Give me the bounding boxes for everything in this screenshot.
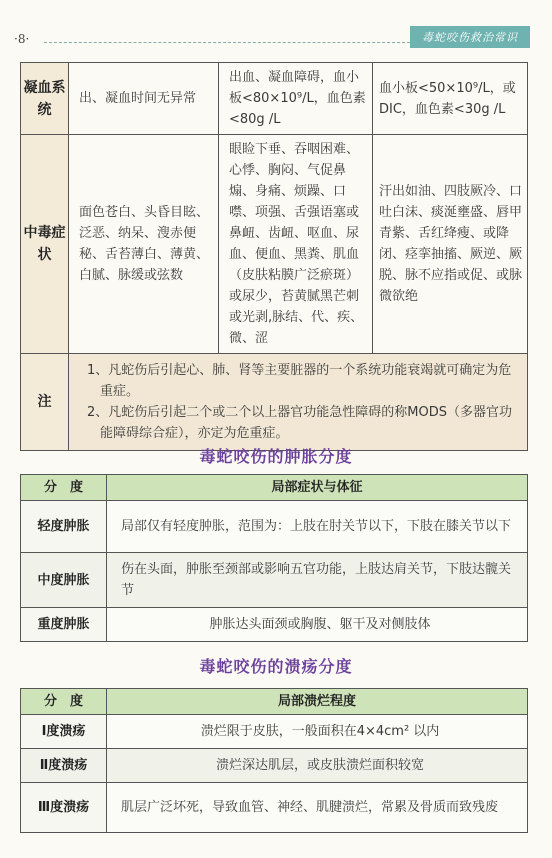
table-row xyxy=(21,63,528,135)
header-desc: 局部溃烂程度 xyxy=(107,689,528,715)
row-label: 中毒症状 xyxy=(21,135,69,354)
table-row xyxy=(21,749,528,783)
swelling-title: 毒蛇咬伤的肿胀分度 xyxy=(199,447,353,466)
header-grade: 分 度 xyxy=(21,475,107,501)
note-item: 2、凡蛇伤后引起二个或二个以上器官功能急性障碍的称MODS（多器官功能障碍综合症），亦定为危重症。 xyxy=(87,405,512,441)
table-row xyxy=(21,501,528,553)
grade-cell: Ⅰ度溃疡 xyxy=(21,715,107,749)
page-number: ·8· xyxy=(14,32,30,46)
note-label: 注 xyxy=(21,354,69,451)
table-row xyxy=(21,608,528,642)
ulcer-table xyxy=(20,688,528,833)
grade-cell: 重度肿胀 xyxy=(21,608,107,642)
row-label: 凝血系统 xyxy=(21,63,69,135)
grade-cell: 中度肿胀 xyxy=(21,553,107,608)
note-body xyxy=(69,354,528,451)
note-row xyxy=(21,354,528,451)
table-header xyxy=(21,475,528,501)
grade-cell: 轻度肿胀 xyxy=(21,501,107,553)
ulcer-title: 毒蛇咬伤的溃疡分度 xyxy=(199,657,353,676)
header-grade: 分 度 xyxy=(21,689,107,715)
grade-cell: Ⅱ度溃疡 xyxy=(21,749,107,783)
header-desc: 局部症状与体征 xyxy=(107,475,528,501)
table-row xyxy=(21,715,528,749)
swelling-table xyxy=(20,474,528,642)
cell-severe: 血小板<50×10⁹/L，或DIC，血色素<30g /L xyxy=(373,63,528,135)
table-header xyxy=(21,689,528,715)
cell-moderate: 眼睑下垂、吞咽困难、心悸、胸闷、气促鼻煽、身痛、烦躁、口噤、项强、舌强语塞或鼻衄、齿衄、呕血、尿血、便血、黑粪、肌血（皮肤粘膜广泛瘀斑）或尿少，苔黄腻黑芒刺或光剥,脉结、代、疾、微、涩 xyxy=(219,135,373,354)
cell-moderate: 出血、凝血障碍，血小板<80×10⁹/L，血色素<80g /L xyxy=(219,63,373,135)
table-row xyxy=(21,135,528,354)
cell-mild: 面色苍白、头昏目眩、泛恶、纳呆、溲赤便秘、舌苔薄白、薄黄、白腻、脉缓或弦数 xyxy=(69,135,219,354)
note-item: 1、凡蛇伤后引起心、肺、肾等主要脏器的一个系统功能衰竭就可确定为危重症。 xyxy=(87,363,512,399)
header-rule xyxy=(44,42,410,43)
cell-mild: 出、凝血时间无异常 xyxy=(69,63,219,135)
cell-severe: 汗出如油、四肢厥冷、口吐白沫、痰涎壅盛、唇甲青紫、舌红绛瘦、或降闭、痉挛抽搐、厥逆、厥脱、脉不应指或促、或脉微欲绝 xyxy=(373,135,528,354)
desc-cell: 溃烂深达肌层，或皮肤溃烂面积较宽 xyxy=(107,749,528,783)
desc-cell: 局部仅有轻度肿胀，范围为：上肢在肘关节以下，下肢在膝关节以下 xyxy=(107,501,528,553)
grade-cell: Ⅲ度溃疡 xyxy=(21,783,107,833)
desc-cell: 伤在头面，肿胀至颈部或影响五官功能，上肢达肩关节，下肢达髋关节 xyxy=(107,553,528,608)
table-row xyxy=(21,553,528,608)
desc-cell: 溃烂限于皮肤，一般面积在4×4cm² 以内 xyxy=(107,715,528,749)
desc-cell: 肌层广泛坏死，导致血管、神经、肌腱溃烂，常累及骨质而致残废 xyxy=(107,783,528,833)
table-row xyxy=(21,783,528,833)
desc-cell: 肿胀达头面颈或胸腹、躯干及对侧肢体 xyxy=(107,608,528,642)
grading-table xyxy=(20,62,528,451)
header-tag: 毒蛇咬伤救治常识 xyxy=(410,26,530,48)
